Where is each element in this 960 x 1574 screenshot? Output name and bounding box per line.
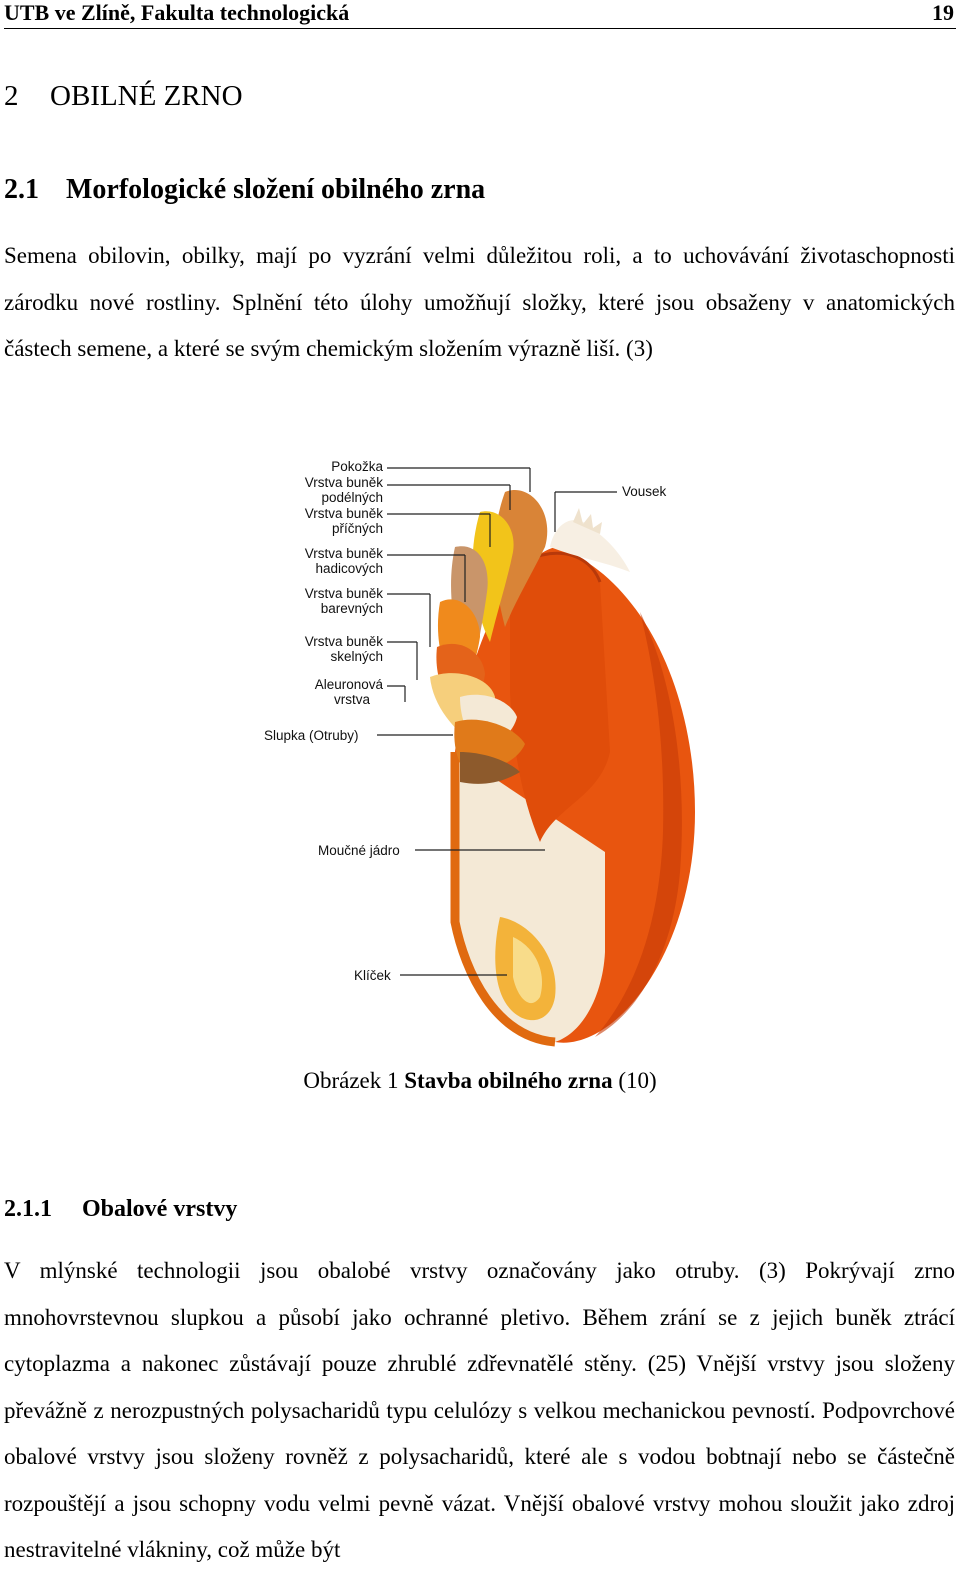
label-aleuron-1: Aleuronová xyxy=(314,677,383,692)
intro-paragraph: Semena obilovin, obilky, mají po vyzrání velmi důležitou roli, a to uchovávání životaschopnosti zárodku nové rostliny. Splnění této úlohy umožňují složky, které jsou obsaženy v anatomických částech semene, a které se svým chemickým složením výrazně liší. (3) xyxy=(4,243,955,361)
chapter-heading xyxy=(4,80,243,113)
label-vousek: Vousek xyxy=(622,484,667,499)
label-klicek: Klíček xyxy=(354,968,391,983)
label-skelnych-2: skelných xyxy=(330,649,383,664)
label-aleuron-2: vrstva xyxy=(333,692,370,707)
label-barevnych-1: Vrstva buněk xyxy=(304,586,383,601)
grain-structure-figure xyxy=(255,452,705,1052)
caption-ref: (10) xyxy=(618,1068,657,1093)
header-title: UTB ve Zlíně, Fakulta technologická xyxy=(4,0,350,25)
subsection-title: Obalové vrstvy xyxy=(82,1196,238,1222)
label-hadicovych-2: hadicových xyxy=(315,561,383,576)
layers-paragraph: V mlýnské technologii jsou obalobé vrstvy označovány jako otruby. (3) Pokrývají zrno mnohovrstevnou slupkou a působí jako ochranné pletivo. Během zrání se z jejich buněk ztrácí cytoplazma a nakonec zůstávají pouze zhrublé zdřevnatělé stěny. (25) Vnější vrstvy jsou složeny převážně z nerozpustných polysacharidů typu celulózy s velkou mechanickou pevností. Podpovrchové obalové vrstvy jsou složeny rovněž z polysacharidů, které ale s vodou bobtnají nebo se částečně rozpouštějí a jsou schopny vodu velmi pevně vázat. Vnější obalové vrstvy mohou sloužit jako zdroj nestravitelné vlákniny, což může být xyxy=(4,1258,955,1562)
label-hadicovych-1: Vrstva buněk xyxy=(304,546,383,561)
label-pricnych-1: Vrstva buněk xyxy=(304,506,383,521)
caption-title: Stavba obilného zrna xyxy=(404,1068,613,1093)
section-heading xyxy=(4,174,485,206)
section-number: 2.1 xyxy=(4,174,39,205)
label-pricnych-2: příčných xyxy=(331,521,383,536)
label-pokozka: Pokožka xyxy=(331,459,383,474)
label-slupka: Slupka (Otruby) xyxy=(264,728,359,743)
chapter-number: 2 xyxy=(4,80,19,112)
label-skelnych-1: Vrstva buněk xyxy=(304,634,383,649)
caption-prefix: Obrázek 1 xyxy=(303,1068,399,1093)
subsection-heading xyxy=(4,1196,237,1223)
section-title: Morfologické složení obilného zrna xyxy=(66,174,486,205)
figure-caption xyxy=(0,1068,960,1094)
chapter-title: OBILNÉ ZRNO xyxy=(50,80,243,112)
subsection-number: 2.1.1 xyxy=(4,1196,52,1222)
grain-diagram xyxy=(255,452,705,1052)
page-header xyxy=(4,0,956,29)
label-podelnych-2: podélných xyxy=(321,490,383,505)
label-barevnych-2: barevných xyxy=(320,601,383,616)
page-number: 19 xyxy=(932,0,954,25)
label-podelnych-1: Vrstva buněk xyxy=(304,475,383,490)
label-moucne: Moučné jádro xyxy=(318,843,400,858)
